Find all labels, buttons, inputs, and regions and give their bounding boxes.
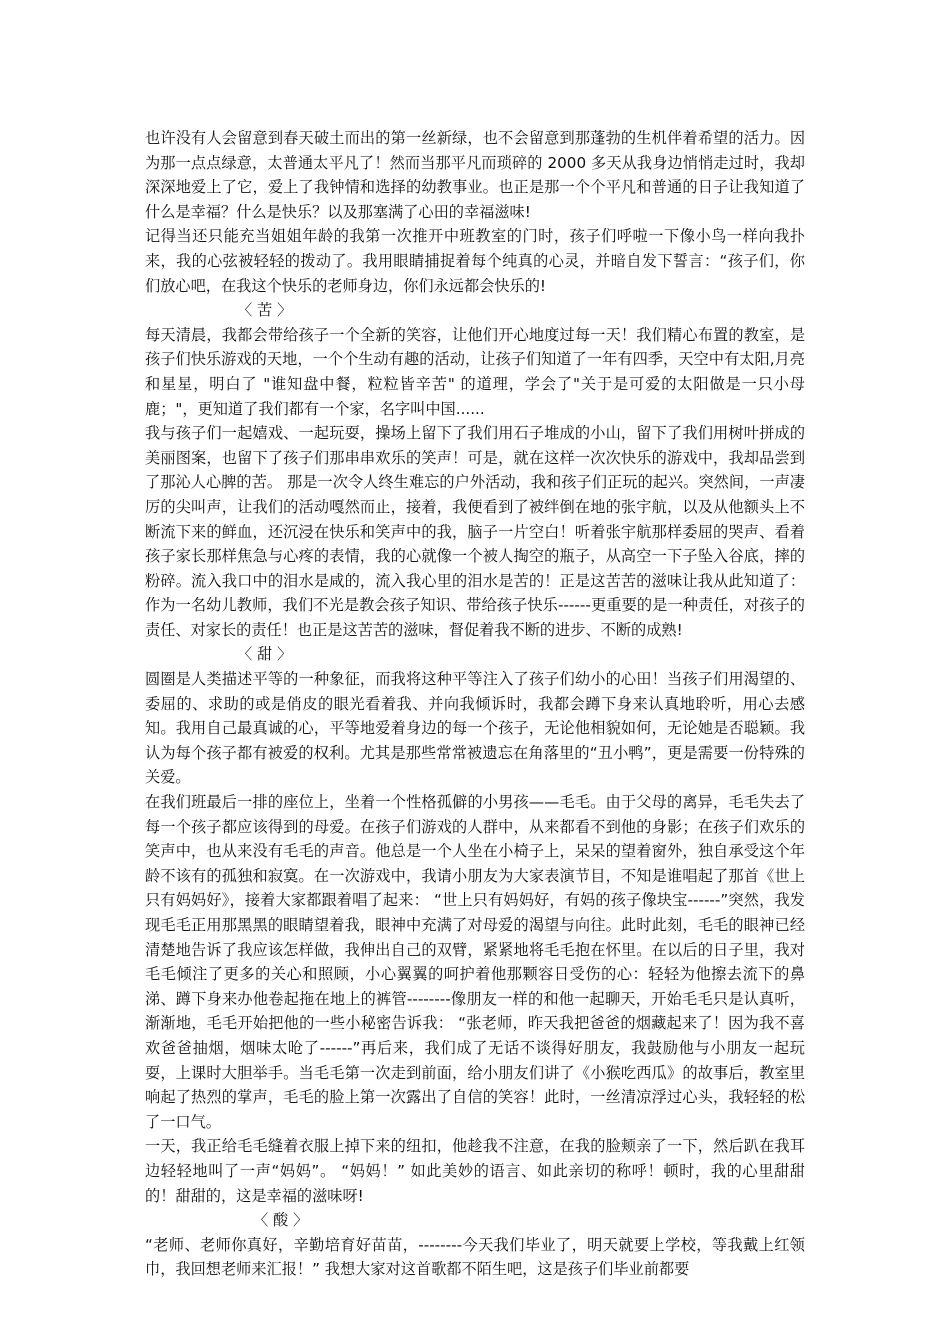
article-body (145, 126, 805, 1282)
paragraph-sour-1: “老师、老师你真好，辛勤培育好苗苗，--------今天我们毕业了，明天就要上学校，等我戴上红领巾，我回想老师来汇报！” 我想大家对这首歌都不陌生吧，这是孩子们毕业前都要 (145, 1235, 805, 1279)
section-heading-bitter: 〈 苦 〉 (237, 301, 293, 320)
paragraph-sweet-1: 圆圈是人类描述平等的一种象征，而我将这种平等注入了孩子们幼小的心田！当孩子们用渴望的、委屈的、求助的或是俏皮的眼光看着我、并向我倾诉时，我都会蹲下身来认真地聆听，用心去感知。我用自己最真诚的心，平等地爱着身边的每一个孩子，无论他相貌如何，无论她是否聪颖。我认为每个孩子都有被爱的权利。尤其是那些常常被遗忘在角落里的“丑小鸭”，更是需要一份特殊的关爱。 (145, 670, 805, 787)
paragraph-bitter-1: 每天清晨，我都会带给孩子一个全新的笑容，让他们开心地度过每一天！我们精心布置的教室，是孩子们快乐游戏的天地，一个个生动有趣的活动，让孩子们知道了一年有四季，天空中有太阳,月亮和星星，明白了 "谁知盘中餐，粒粒皆辛苦" 的道理，学会了"关于是可爱的太阳做是一只小母鹿；"，更知道了我们都有一个家，名字叫中国...... (145, 325, 805, 418)
paragraph-sweet-3: 一天，我正给毛毛缝着衣服上掉下来的纽扣，他趁我不注意，在我的脸颊亲了一下，然后趴在我耳边轻轻地叫了一声“妈妈”。 “妈妈！” 如此美妙的语言、如此亲切的称呼！顿时，我的心里甜甜的！甜甜的，这是幸福的滋味呀! (145, 1137, 805, 1205)
section-heading-sour: 〈 酸 〉 (253, 1211, 309, 1230)
section-heading-sweet: 〈 甜 〉 (237, 645, 293, 664)
paragraph-intro: 也许没有人会留意到春天破土而出的第一丝新绿，也不会留意到那蓬勃的生机伴着希望的活力。因为那一点点绿意，太普通太平凡了！然而当那平凡而琐碎的 2000 多天从我身边悄悄走过时，我却深深地爱上了它，爱上了我钟情和选择的幼教事业。也正是那一个个平凡和普通的日子让我知道了什么是幸福？什么是快乐？以及那塞满了心田的幸福滋味! (145, 129, 805, 221)
paragraph-memory: 记得当还只能充当姐姐年龄的我第一次推开中班教室的门时，孩子们呼啦一下像小鸟一样向我扑来，我的心弦被轻轻的拨动了。我用眼睛捕捉着每个纯真的心灵，并暗自发下誓言：“孩子们，你们放心吧，在我这个快乐的老师身边，你们永远都会快乐的! (145, 227, 805, 295)
paragraph-sweet-2: 在我们班最后一排的座位上，坐着一个性格孤僻的小男孩——毛毛。由于父母的离异，毛毛失去了每一个孩子都应该得到的母爱。在孩子们游戏的人群中，从来都看不到他的身影；在孩子们欢乐的笑声中，也从来没有毛毛的声音。他总是一个人坐在小椅子上，呆呆的望着窗外，独自承受这个年龄不该有的孤独和寂寞。在一次游戏中，我请小朋友为大家表演节目，不知是谁唱起了那首《世上只有妈妈好》，接着大家都跟着唱了起来： “世上只有妈妈好，有妈的孩子像块宝------”突然，我发现毛毛正用那黑黑的眼睛望着我，眼神中充满了对母爱的渴望与向往。此时此刻，毛毛的眼神已经清楚地告诉了我应该怎样做，我伸出自己的双臂，紧紧地将毛毛抱在怀里。在以后的日子里，我对毛毛倾注了更多的关心和照顾，小心翼翼的呵护着他那颗容日受伤的心：轻轻为他擦去流下的鼻涕、蹲下身来办他卷起拖在地上的裤管--------像朋友一样的和他一起聊天，开始毛毛只是认真听，渐渐地，毛毛开始把他的一些小秘密告诉我： “张老师，昨天我把爸爸的烟藏起来了！因为我不喜欢爸爸抽烟，烟味太呛了------”再后来，我们成了无话不谈得好朋友，我鼓励他与小朋友一起玩耍，上课时大胆举手。当毛毛第一次走到前面，给小朋友们讲了《小猴吃西瓜》的故事后，教室里响起了热烈的掌声，毛毛的脸上第一次露出了自信的笑容！此时，一丝清凉浮过心头，我轻轻的松了一口气。 (145, 793, 805, 1131)
paragraph-bitter-2: 我与孩子们一起嬉戏、一起玩耍，操场上留下了我们用石子堆成的小山，留下了我们用树叶拼成的美丽图案，也留下了孩子们那串串欢乐的笑声！可是，就在这样一次次快乐的游戏中，我却品尝到了那沁人心脾的苦。 那是一次令人终生难忘的户外活动，我和孩子们正玩的起兴。突然间，一声凄厉的尖叫声，让我们的活动嘎然而止，接着，我便看到了被绊倒在地的张宇航，以及从他额头上不断流下来的鲜血，还沉浸在快乐和笑声中的我，脑子一片空白！听着张宇航那样委屈的哭声、看着孩子家长那样焦急与心疼的表情，我的心就像一个被人掏空的瓶子，从高空一下子坠入谷底，摔的粉碎。流入我口中的泪水是咸的，流入我心里的泪水是苦的！正是这苦苦的滋味让我从此知道了：作为一名幼儿教师，我们不光是教会孩子知识、带给孩子快乐------更重要的是一种责任，对孩子的责任、对家长的责任！也正是这苦苦的滋味，督促着我不断的进步、不断的成熟! (145, 424, 805, 639)
